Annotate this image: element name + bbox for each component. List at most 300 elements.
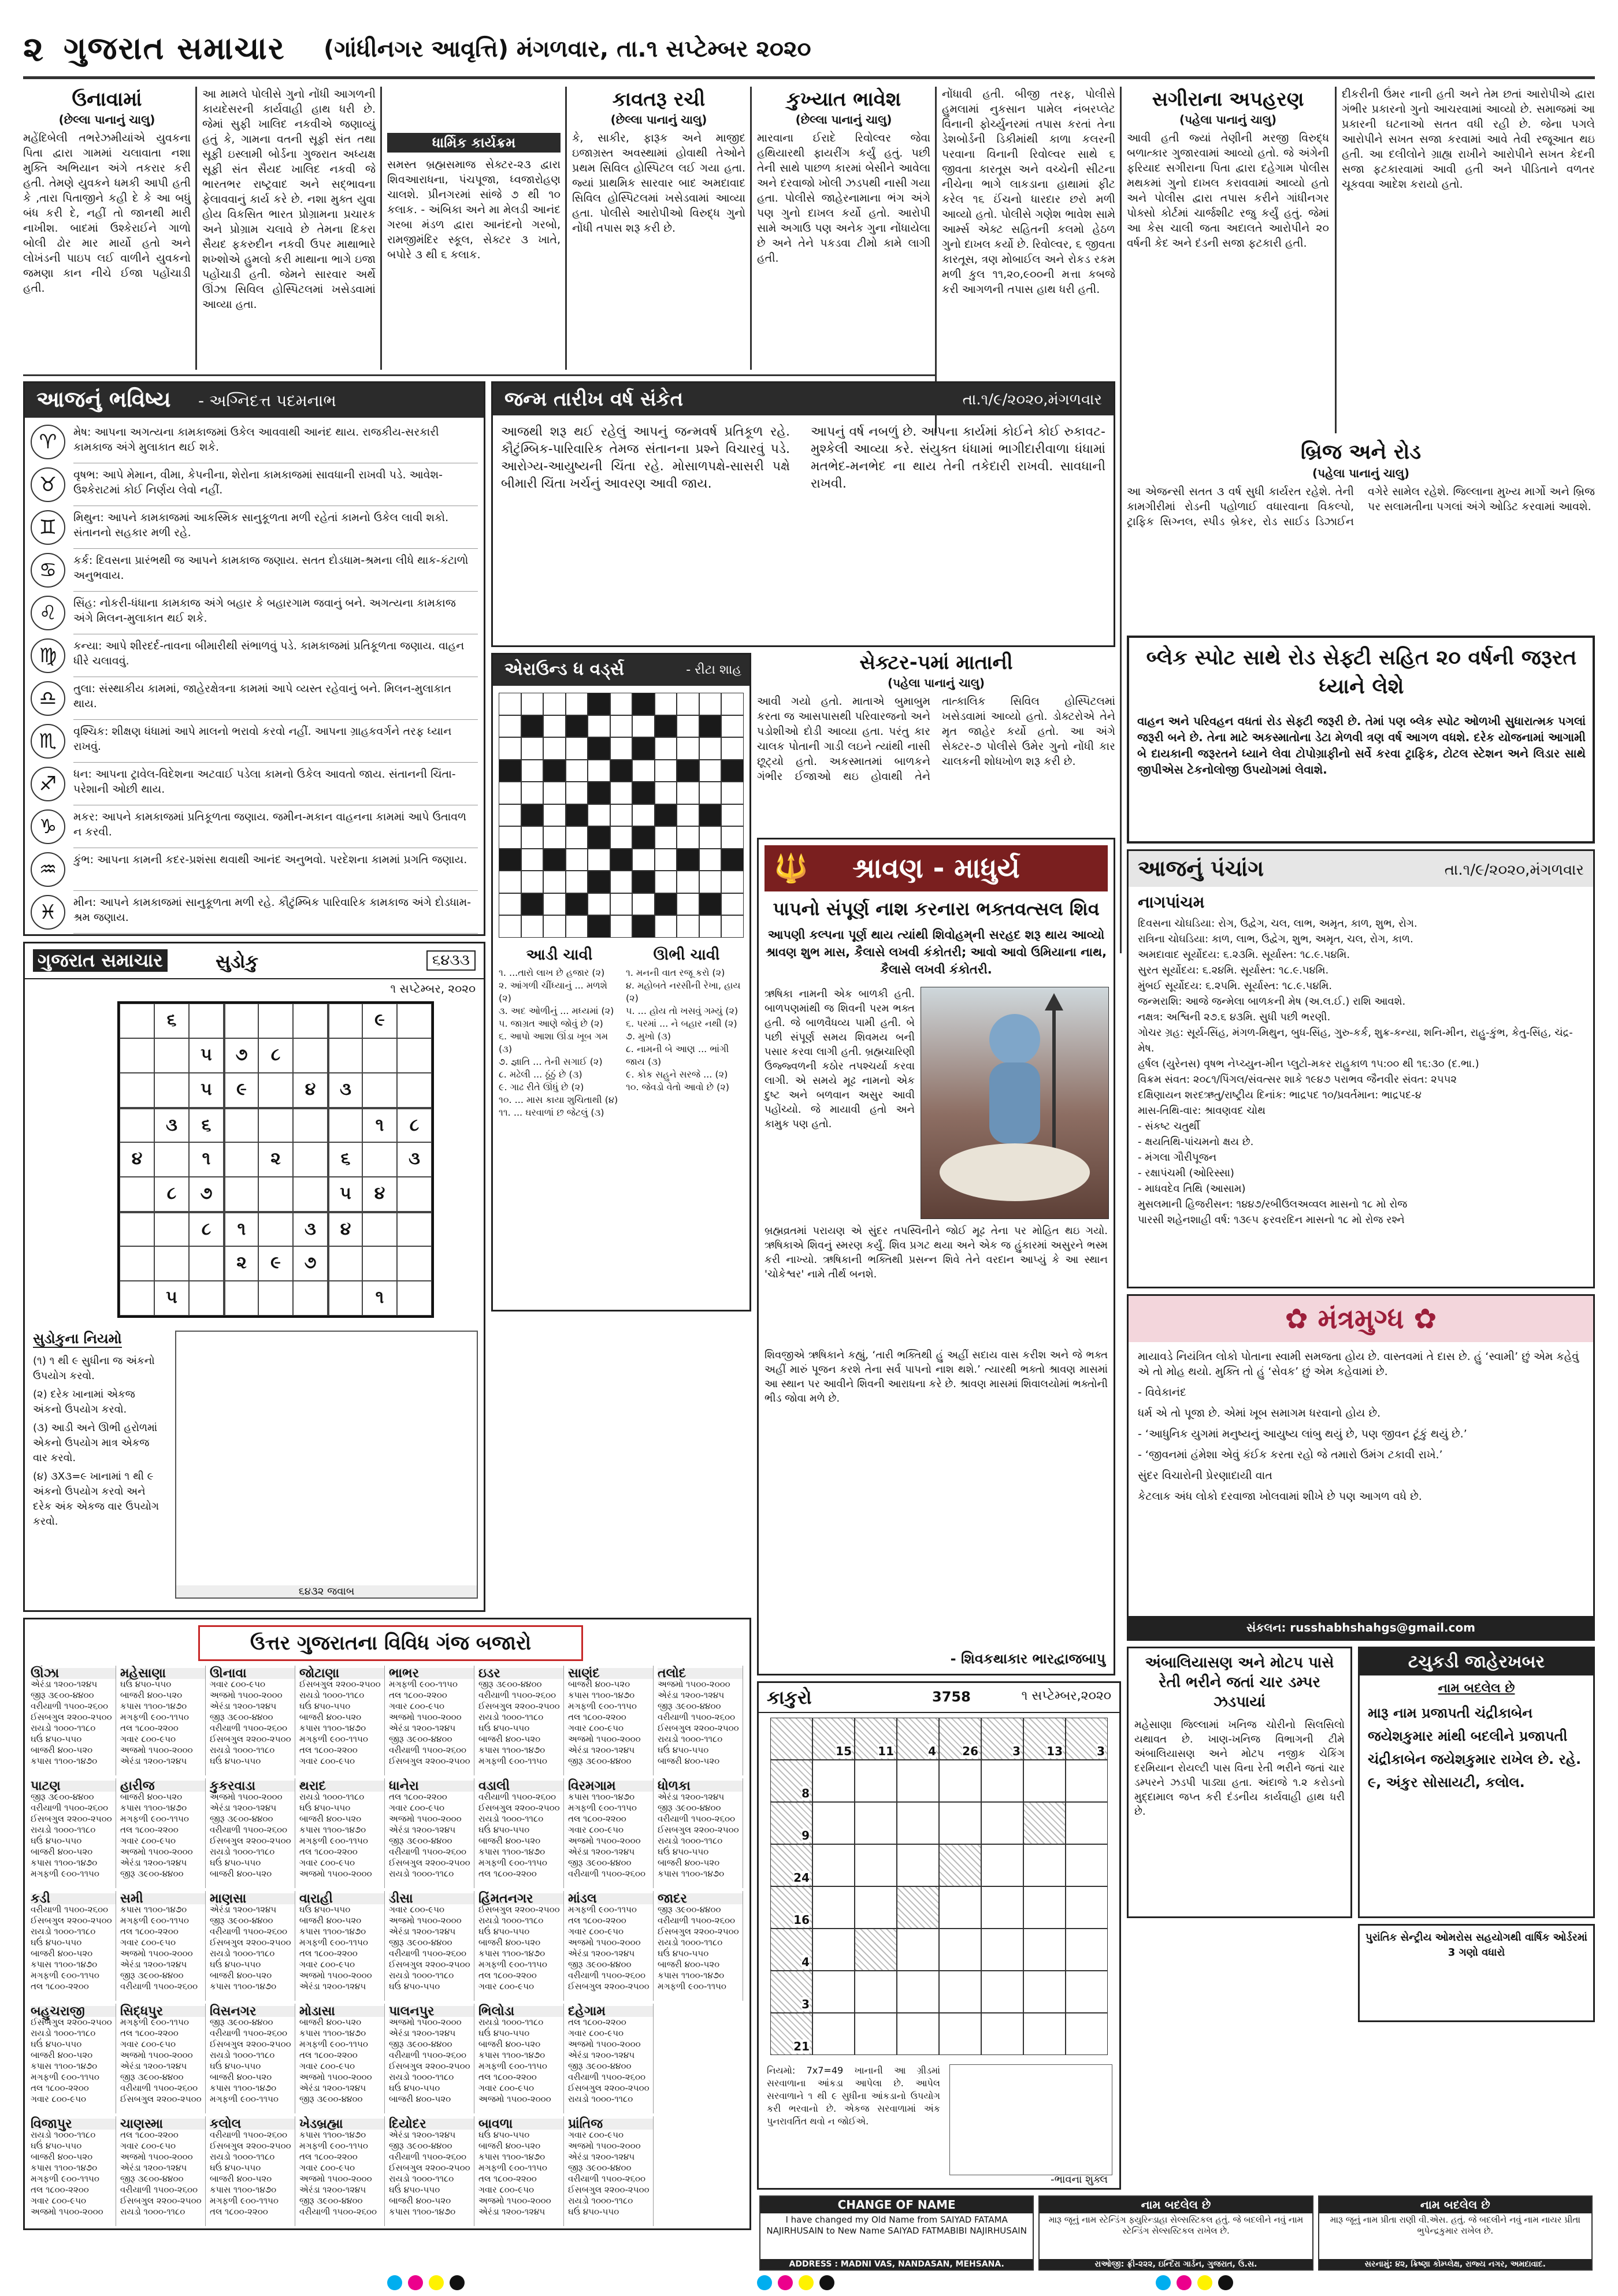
- sudoku-cell[interactable]: [328, 1108, 362, 1142]
- sudoku-cell[interactable]: [189, 1281, 224, 1316]
- sudoku-cell[interactable]: [154, 1073, 189, 1108]
- market-rate: તલ ૧૮૦૦-૨૨૦૦: [389, 1792, 447, 1802]
- market-rate: જીરૂ ૩૯૦૦-૪૪૦૦: [210, 2017, 273, 2027]
- market-rate: તલ ૧૮૦૦-૨૨૦૦: [478, 1868, 537, 1879]
- sudoku-cell[interactable]: [328, 1246, 362, 1281]
- sudoku-cell[interactable]: [328, 1281, 362, 1316]
- market-rate: તલ ૧૮૦૦-૨૨૦૦: [389, 1690, 447, 1700]
- sudoku-cell[interactable]: [120, 1246, 154, 1281]
- crossword-cell[interactable]: [521, 737, 544, 760]
- kakuro-cell[interactable]: [897, 1760, 939, 1802]
- crossword-cell[interactable]: [543, 871, 566, 893]
- kakuro-cell[interactable]: [981, 1971, 1023, 2013]
- market-rate: ઈસબગુલ ૨૨૦૦-૨૫૦૦: [210, 1937, 291, 1948]
- crossword-cell[interactable]: [632, 715, 655, 738]
- market-rate: એરંડા ૧૨૦૦-૧૨૪૫: [389, 1825, 456, 1835]
- sudoku-cell[interactable]: ૧: [362, 1108, 397, 1142]
- crossword-cell: [566, 893, 588, 916]
- ad-body: મારૂ જૂનું નામ સ્ટેન્ડિંગ ફ્યુરિન્ડાહા સેલ્સસ્ટિકલ હતું. જે બદલીને નવું નામ સ્ટેન્ડિંગ સેલ્સસ્ટિકલ રાખેલ છે.: [1048, 2215, 1304, 2236]
- kakuro-cell[interactable]: [897, 2013, 939, 2055]
- crossword-cell[interactable]: [566, 760, 588, 782]
- kakuro-cell[interactable]: [981, 1802, 1023, 1844]
- kakuro-cell[interactable]: [981, 1844, 1023, 1886]
- market-rate: તલ ૧૮૦૦-૨૨૦૦: [120, 1825, 179, 1835]
- market-rate: જીરૂ ૩૯૦૦-૪૪૦૦: [299, 2094, 363, 2104]
- crossword-cell[interactable]: [499, 782, 521, 804]
- market-rate: મગફળી ૯૦૦-૧૧૫૦: [478, 1959, 547, 1970]
- crossword-cell[interactable]: [543, 693, 566, 715]
- shiva-icon: 🔱: [774, 852, 808, 885]
- market-rate: જીરૂ ૩૯૦૦-૪૪૦૦: [389, 2141, 452, 2151]
- crossword-cell[interactable]: [543, 804, 566, 827]
- crossword-cell[interactable]: [721, 737, 744, 760]
- crossword-cell[interactable]: [588, 893, 610, 916]
- sudoku-cell[interactable]: ૯: [362, 1004, 397, 1038]
- crossword-cell[interactable]: [566, 782, 588, 804]
- crossword-cell[interactable]: [566, 693, 588, 715]
- crossword-cell[interactable]: [721, 915, 744, 938]
- crossword-cell[interactable]: [721, 893, 744, 916]
- crossword-cell[interactable]: [499, 915, 521, 938]
- kakuro-cell[interactable]: [1023, 2013, 1066, 2055]
- market-rate: તલ ૧૮૦૦-૨૨૦૦: [568, 2017, 626, 2027]
- market-rate: ઘઉં ૪૫૦-૫૫૦: [31, 2141, 82, 2151]
- market-rate: એરંડા ૧૨૦૦-૧૨૪૫: [658, 1690, 725, 1700]
- sudoku-cell[interactable]: [258, 1281, 293, 1316]
- kakuro-cell[interactable]: [981, 1886, 1023, 1929]
- crossword-cell[interactable]: [610, 715, 633, 738]
- sudoku-cell[interactable]: [154, 1142, 189, 1177]
- crossword-cell[interactable]: [655, 849, 677, 871]
- sudoku-cell[interactable]: [293, 1038, 328, 1073]
- sudoku-cell[interactable]: [154, 1246, 189, 1281]
- crossword-cell[interactable]: [499, 693, 521, 715]
- sudoku-cell[interactable]: [120, 1212, 154, 1246]
- kakuro-cell[interactable]: [1066, 2013, 1108, 2055]
- lotus-icon: ✿: [1285, 1303, 1318, 1335]
- crossword-cell[interactable]: [610, 871, 633, 893]
- crossword-cell[interactable]: [521, 760, 544, 782]
- crossword-cell[interactable]: [566, 737, 588, 760]
- kakuro-cell[interactable]: [1023, 1929, 1066, 1971]
- sudoku-cell[interactable]: [224, 1108, 258, 1142]
- sudoku-cell[interactable]: ૩: [397, 1142, 432, 1177]
- birthday-body-2: આપનું વર્ષ નબળું છે. આપના કાર્યમાં કોઈને કોઈ રુકાવટ-મુશ્કેલી આવ્યા કરે. સંયુક્ત ધંધામાં ભાગીદારીવાળા ધંધામાં મતભેદ-મનભેદ ના થાય તેની તકેદારી રાખવી. સાવધાની રાખવી.: [811, 425, 1105, 491]
- panchang-line: રાત્રિના ચોઘડિયા: કાળ, લાભ, ઉદ્વેગ, શુભ, અમૃત, ચલ, રોગ, કાળ.: [1138, 933, 1413, 945]
- market-rate: રાયડો ૧૦૦૦-૧૧૮૦: [478, 1814, 544, 1824]
- crossword-cell[interactable]: [699, 849, 722, 871]
- sudoku-cell[interactable]: ૫: [189, 1038, 224, 1073]
- crossword-cell[interactable]: [655, 737, 677, 760]
- sudoku-cell[interactable]: [362, 1246, 397, 1281]
- sudoku-cell[interactable]: [154, 1038, 189, 1073]
- crossword-cell: [499, 760, 521, 782]
- crossword-cell[interactable]: [610, 826, 633, 849]
- sudoku-cell[interactable]: [362, 1038, 397, 1073]
- crossword-cell[interactable]: [632, 804, 655, 827]
- sudoku-cell[interactable]: ૭: [189, 1177, 224, 1212]
- crossword-cell[interactable]: [610, 893, 633, 916]
- sudoku-rule: (૩) આડી અને ઊભી હરોળમાં એકનો ઉપયોગ માત્ર એકજ વાર કરવો.: [33, 1422, 158, 1464]
- crossword-cell[interactable]: [499, 826, 521, 849]
- market-rate: બાજરી ૪૦૦-૫૨૦: [568, 1679, 630, 1689]
- crossword-cell[interactable]: [655, 871, 677, 893]
- kakuro-cell[interactable]: [855, 2013, 897, 2055]
- kakuro-cell: [770, 1802, 812, 1844]
- crossword-cell[interactable]: [543, 737, 566, 760]
- kakuro-cell[interactable]: [855, 1971, 897, 2013]
- sudoku-cell[interactable]: [120, 1073, 154, 1108]
- crossword-cell: [588, 871, 610, 893]
- sudoku-cell[interactable]: [224, 1177, 258, 1212]
- sudoku-cell[interactable]: [397, 1038, 432, 1073]
- crossword-cell[interactable]: [543, 893, 566, 916]
- story-bhavesh: [757, 87, 930, 370]
- sudoku-cell[interactable]: ૫: [189, 1073, 224, 1108]
- crossword-cell[interactable]: [721, 804, 744, 827]
- market-rate: ગવાર ૮૦૦-૯૫૦: [299, 2061, 355, 2071]
- kakuro-cell[interactable]: [1066, 1802, 1108, 1844]
- kakuro-cell[interactable]: [981, 1929, 1023, 1971]
- crossword-cell[interactable]: [588, 760, 610, 782]
- sudoku-cell[interactable]: ૮: [397, 1108, 432, 1142]
- crossword-cell[interactable]: [610, 782, 633, 804]
- market-block: [658, 1666, 743, 1775]
- crossword-cell[interactable]: [655, 760, 677, 782]
- sudoku-cell[interactable]: [154, 1212, 189, 1246]
- crossword-cell[interactable]: [588, 715, 610, 738]
- market-name: માણસા: [210, 1893, 295, 1904]
- crossword-cell[interactable]: [499, 715, 521, 738]
- kakuro-cell[interactable]: [897, 1802, 939, 1844]
- sudoku-cell[interactable]: [397, 1004, 432, 1038]
- market-rate: કપાસ ૧૧૦૦-૧૪૭૦: [478, 2152, 545, 2162]
- kakuro-cell[interactable]: [981, 2013, 1023, 2055]
- sudoku-cell[interactable]: ૯: [258, 1246, 293, 1281]
- sudoku-cell[interactable]: [293, 1142, 328, 1177]
- sudoku-cell[interactable]: [362, 1212, 397, 1246]
- sudoku-cell[interactable]: ૮: [258, 1038, 293, 1073]
- kakuro-cell[interactable]: [1066, 1886, 1108, 1929]
- crossword-cell[interactable]: [543, 782, 566, 804]
- crossword-cell[interactable]: [632, 849, 655, 871]
- sudoku-cell[interactable]: [258, 1004, 293, 1038]
- sudoku-cell[interactable]: ૫: [328, 1177, 362, 1212]
- kakuro-cell[interactable]: [1066, 1760, 1108, 1802]
- crossword-cell[interactable]: [699, 871, 722, 893]
- kakuro-clue: 11: [878, 1744, 894, 1758]
- market-name: ખેડબ્રહ્મા: [299, 2119, 384, 2130]
- market-rate: ઘઉં ૪૫૦-૫૫૦: [478, 2028, 530, 2038]
- kakuro-cell[interactable]: [812, 1802, 855, 1844]
- market-rate: ઈસબગુલ ૨૨૦૦-૨૫૦૦: [299, 1679, 381, 1689]
- sudoku-cell[interactable]: [224, 1142, 258, 1177]
- sudoku-cell[interactable]: ૪: [293, 1073, 328, 1108]
- crossword-cell[interactable]: [543, 915, 566, 938]
- market-rate: મગફળી ૯૦૦-૧૧૫૦: [31, 1868, 99, 1879]
- kakuro-cell[interactable]: [812, 1760, 855, 1802]
- crossword-cell[interactable]: [655, 782, 677, 804]
- crossword-cell[interactable]: [721, 871, 744, 893]
- market-rate: તલ ૧૮૦૦-૨૨૦૦: [299, 1745, 358, 1755]
- sudoku-cell[interactable]: [293, 1281, 328, 1316]
- crossword-cell[interactable]: [610, 915, 633, 938]
- lotus-icon: ✿: [1404, 1303, 1437, 1335]
- sudoku-cell[interactable]: [120, 1038, 154, 1073]
- kakuro-box: [757, 1681, 1121, 2190]
- sudoku-cell[interactable]: ૪: [328, 1212, 362, 1246]
- sudoku-cell[interactable]: [328, 1004, 362, 1038]
- sudoku-cell[interactable]: ૩: [154, 1108, 189, 1142]
- kakuro-grid[interactable]: [770, 1718, 1108, 2055]
- sudoku-cell[interactable]: [258, 1212, 293, 1246]
- crossword-cell[interactable]: [677, 915, 699, 938]
- sudoku-cell[interactable]: [328, 1038, 362, 1073]
- kakuro-cell[interactable]: [939, 1886, 981, 1929]
- crossword-cell[interactable]: [632, 760, 655, 782]
- market-block: [210, 2116, 295, 2226]
- crossword-cell[interactable]: [699, 760, 722, 782]
- crossword-cell[interactable]: [677, 693, 699, 715]
- crossword-cell[interactable]: [610, 804, 633, 827]
- kakuro-cell[interactable]: [897, 1971, 939, 2013]
- horoscope-author: - અગ્નિદત્ત પદમનાભ: [198, 391, 336, 410]
- market-name: ઇડર: [478, 1668, 563, 1679]
- crossword-cell[interactable]: [610, 693, 633, 715]
- crossword-cell[interactable]: [721, 715, 744, 738]
- market-rate: કપાસ ૧૧૦૦-૧૪૭૦: [658, 1970, 725, 1981]
- kakuro-cell[interactable]: [1023, 1971, 1066, 2013]
- sudoku-cell[interactable]: [189, 1246, 224, 1281]
- crossword-cell[interactable]: [677, 804, 699, 827]
- crossword-cell[interactable]: [521, 871, 544, 893]
- crossword-cell[interactable]: [543, 715, 566, 738]
- market-name: ભાભર: [389, 1668, 474, 1679]
- sudoku-cell[interactable]: [120, 1004, 154, 1038]
- crossword-cell[interactable]: [521, 826, 544, 849]
- crossword-cell: [610, 760, 633, 782]
- kakuro-cell[interactable]: [939, 1760, 981, 1802]
- sudoku-cell[interactable]: [258, 1108, 293, 1142]
- sudoku-cell[interactable]: ૪: [362, 1177, 397, 1212]
- sudoku-cell[interactable]: ૬: [154, 1004, 189, 1038]
- sudoku-cell[interactable]: [397, 1177, 432, 1212]
- sudoku-cell[interactable]: ૨: [258, 1142, 293, 1177]
- crossword-cell[interactable]: [699, 737, 722, 760]
- market-rate: અજમો ૧૫૦૦-૨૦૦૦: [568, 2141, 641, 2151]
- crossword-cell[interactable]: [566, 849, 588, 871]
- market-rate: જીરૂ ૩૯૦૦-૪૪૦૦: [210, 1915, 273, 1926]
- panchang-line: - માધવદેવ તિથિ (આસામ): [1138, 1183, 1246, 1195]
- crossword-cell[interactable]: [677, 782, 699, 804]
- kakuro-cell[interactable]: [812, 1844, 855, 1886]
- sudoku-cell[interactable]: [397, 1073, 432, 1108]
- market-rate: ઈસબગુલ ૨૨૦૦-૨૫૦૦: [568, 2083, 650, 2093]
- crossword-header: [493, 655, 749, 686]
- sudoku-cell[interactable]: [397, 1212, 432, 1246]
- crossword-cell[interactable]: [566, 826, 588, 849]
- sudoku-cell[interactable]: [120, 1281, 154, 1316]
- sudoku-cell[interactable]: ૫: [154, 1281, 189, 1316]
- kakuro-cell[interactable]: [939, 1971, 981, 2013]
- crossword-cell[interactable]: [699, 693, 722, 715]
- kakuro-cell[interactable]: [1066, 1844, 1108, 1886]
- crossword-cell[interactable]: [721, 782, 744, 804]
- market-rate: કપાસ ૧૧૦૦-૧૪૭૦: [31, 2061, 98, 2071]
- crossword-cell[interactable]: [655, 826, 677, 849]
- market-rate: અજમો ૧૫૦૦-૨૦૦૦: [299, 1868, 372, 1879]
- kakuro-cell[interactable]: [897, 1844, 939, 1886]
- crossword-cell: [588, 693, 610, 715]
- market-rate: રાયડો ૧૦૦૦-૧૧૮૦: [120, 2206, 185, 2217]
- sudoku-cell[interactable]: [120, 1177, 154, 1212]
- kakuro-cell[interactable]: [812, 1886, 855, 1929]
- sudoku-grid[interactable]: [117, 1001, 434, 1318]
- market-rate: રાયડો ૧૦૦૦-૧૧૮૦: [210, 1745, 275, 1755]
- sudoku-brand: ગુજરાત સમાચાર: [33, 949, 168, 972]
- zodiac-icon: ♊: [31, 510, 65, 545]
- crossword-cell[interactable]: [566, 915, 588, 938]
- story-title: સગીરાના અપહરણ: [1152, 88, 1304, 111]
- kakuro-cell[interactable]: [855, 1802, 897, 1844]
- sudoku-cell[interactable]: [397, 1281, 432, 1316]
- kakuro-cell[interactable]: [939, 1929, 981, 1971]
- sudoku-cell[interactable]: ૩: [293, 1212, 328, 1246]
- kakuro-cell[interactable]: [1023, 1886, 1066, 1929]
- kakuro-cell: [855, 1718, 897, 1760]
- kakuro-cell[interactable]: [855, 1760, 897, 1802]
- crossword-cell[interactable]: [655, 693, 677, 715]
- crossword-cell[interactable]: [721, 693, 744, 715]
- crossword-cell: [543, 760, 566, 782]
- crossword-cell: [566, 804, 588, 827]
- kakuro-cell[interactable]: [939, 1802, 981, 1844]
- market-name: બહુચરાજી: [31, 2006, 116, 2017]
- crossword-cell[interactable]: [677, 871, 699, 893]
- sudoku-cell[interactable]: ૭: [293, 1246, 328, 1281]
- sudoku-cell[interactable]: ૩: [328, 1073, 362, 1108]
- kakuro-cell[interactable]: [1023, 1844, 1066, 1886]
- kakuro-cell[interactable]: [855, 1844, 897, 1886]
- market-rate: જીરૂ ૩૯૦૦-૪૪૦૦: [389, 2039, 452, 2049]
- sudoku-cell[interactable]: ૮: [189, 1212, 224, 1246]
- crossword-cell[interactable]: [521, 849, 544, 871]
- market-rate: કપાસ ૧૧૦૦-૧૪૭૦: [568, 1792, 635, 1802]
- kakuro-cell[interactable]: [1066, 1971, 1108, 2013]
- kakuro-cell[interactable]: [812, 2013, 855, 2055]
- market-rate: એરંડા ૧૨૦૦-૧૨૪૫: [568, 1847, 635, 1857]
- market-name: ડીસા: [389, 1893, 474, 1904]
- sudoku-cell[interactable]: [293, 1177, 328, 1212]
- crossword-cell[interactable]: [699, 782, 722, 804]
- sudoku-box: [23, 942, 485, 1612]
- sudoku-cell[interactable]: [224, 1281, 258, 1316]
- kakuro-cell[interactable]: [981, 1760, 1023, 1802]
- market-rate: અજમો ૧૫૦૦-૨૦૦૦: [389, 1814, 462, 1824]
- sudoku-cell[interactable]: [120, 1108, 154, 1142]
- sudoku-cell[interactable]: [362, 1142, 397, 1177]
- crossword-cell[interactable]: [521, 915, 544, 938]
- sudoku-cell[interactable]: ૯: [224, 1073, 258, 1108]
- sudoku-cell[interactable]: ૬: [328, 1142, 362, 1177]
- zodiac-icon: ♉: [31, 467, 65, 502]
- horoscope-list: [25, 421, 484, 934]
- kakuro-cell[interactable]: [939, 2013, 981, 2055]
- sudoku-cell[interactable]: ૭: [224, 1038, 258, 1073]
- market-rate: એરંડા ૧૨૦૦-૧૨૪૫: [389, 2130, 456, 2140]
- paper-name: ગુજરાત સમાચાર: [64, 30, 285, 66]
- market-rate: કપાસ ૧૧૦૦-૧૪૭૦: [478, 1745, 545, 1755]
- sudoku-cell[interactable]: ૨: [224, 1246, 258, 1281]
- sudoku-cell[interactable]: ૬: [189, 1108, 224, 1142]
- crossword-cell[interactable]: [543, 826, 566, 849]
- black-dot: [450, 2275, 465, 2290]
- sudoku-cell[interactable]: ૪: [120, 1142, 154, 1177]
- crossword-grid[interactable]: [499, 693, 744, 938]
- sudoku-cell[interactable]: ૧: [189, 1142, 224, 1177]
- market-rate: વરીયાળી ૧૫૦૦-૨૬૦૦: [389, 1745, 467, 1755]
- sudoku-cell[interactable]: [258, 1177, 293, 1212]
- crossword-cell[interactable]: [499, 893, 521, 916]
- kakuro-cell[interactable]: [897, 1929, 939, 1971]
- sudoku-cell[interactable]: [224, 1004, 258, 1038]
- crossword-cell[interactable]: [721, 826, 744, 849]
- crossword-cell[interactable]: [677, 826, 699, 849]
- horoscope-title: આજનું ભવિષ્ય: [36, 387, 171, 412]
- sudoku-cell[interactable]: ૮: [154, 1177, 189, 1212]
- crossword-cell[interactable]: [677, 737, 699, 760]
- sudoku-cell[interactable]: [397, 1246, 432, 1281]
- crossword-cell[interactable]: [655, 915, 677, 938]
- sudoku-cell[interactable]: [293, 1108, 328, 1142]
- mantra-contact: સંકલન: russhabhshahgs@gmail.com: [1129, 1616, 1593, 1639]
- kakuro-cell[interactable]: [812, 1929, 855, 1971]
- crossword-cell[interactable]: [566, 871, 588, 893]
- crossword-cell[interactable]: [499, 871, 521, 893]
- kakuro-cell[interactable]: [812, 1971, 855, 2013]
- crossword-cell[interactable]: [699, 826, 722, 849]
- crossword-cell[interactable]: [499, 804, 521, 827]
- sudoku-cell[interactable]: [293, 1004, 328, 1038]
- crossword-cell[interactable]: [677, 893, 699, 916]
- crossword-cell[interactable]: [588, 804, 610, 827]
- story-body: નોંધાવી હતી. બીજી તરફ, પોલીસે હુમલામાં નુકસાન પામેલ નંબરપ્લેટ વિનાની ફોર્ચ્યુનરમાં તપાસ કરતાં તેના ડેશબોર્ડની ડિકીમાંથી કાળા કલરની પરવાના વિનાની રિવોલ્વર સાથે ૬ જીવતા કારતૂસ અને વચ્ચેની સીટના નીચેના ભાગે લાકડાના હાથામાં ફીટ કરેલ ૧૬ ઈંચનો ધારદાર છરો મળી આવ્યો હતો. પોલીસે ગણેશ ભાવેશ સામે આર્મ્સ એક્ટ સહિતની કલમો હેઠળ ગુનો દાખલ કર્યો છે. રિવોલ્વર, ૬ જીવતા કારતૂસ, ત્રણ મોબાઈલ અને રોકડ રકમ મળી કુલ ૧૧,૨૦,૯૦૦ની મત્તા કબજે કરી આગળની તપાસ હાથ ધરી હતી.: [942, 88, 1115, 296]
- kakuro-cell[interactable]: [1066, 1929, 1108, 1971]
- market-rate: ઈસબગુલ ૨૨૦૦-૨૫૦૦: [31, 1712, 112, 1722]
- market-rate: વરીયાળી ૧૫૦૦-૨૬૦૦: [568, 1868, 646, 1879]
- crossword-cell[interactable]: [521, 693, 544, 715]
- crossword-cell[interactable]: [610, 737, 633, 760]
- crossword-cell[interactable]: [588, 849, 610, 871]
- sudoku-cell[interactable]: [189, 1004, 224, 1038]
- sudoku-cell[interactable]: [258, 1073, 293, 1108]
- crossword-cell[interactable]: [699, 915, 722, 938]
- crossword-cell[interactable]: [632, 893, 655, 916]
- crossword-cell[interactable]: [677, 715, 699, 738]
- kakuro-cell[interactable]: [1023, 1760, 1066, 1802]
- sudoku-cell[interactable]: ૧: [362, 1281, 397, 1316]
- market-block: [299, 1891, 385, 2001]
- crossword-cell[interactable]: [499, 737, 521, 760]
- market-rate: ઈસબગુલ ૨૨૦૦-૨૫૦૦: [658, 1926, 739, 1937]
- market-rate: એરંડા ૧૨૦૦-૧૨૪૫: [120, 1756, 187, 1766]
- crossword-cell[interactable]: [521, 782, 544, 804]
- market-rate: જીરૂ ૩૯૦૦-૪૪૦૦: [568, 2163, 632, 2173]
- market-rate: બાજરી ૪૦૦-૫૨૦: [210, 1970, 272, 1981]
- kakuro-cell[interactable]: [855, 1886, 897, 1929]
- sudoku-cell[interactable]: [362, 1073, 397, 1108]
- sudoku-cell[interactable]: ૧: [224, 1212, 258, 1246]
